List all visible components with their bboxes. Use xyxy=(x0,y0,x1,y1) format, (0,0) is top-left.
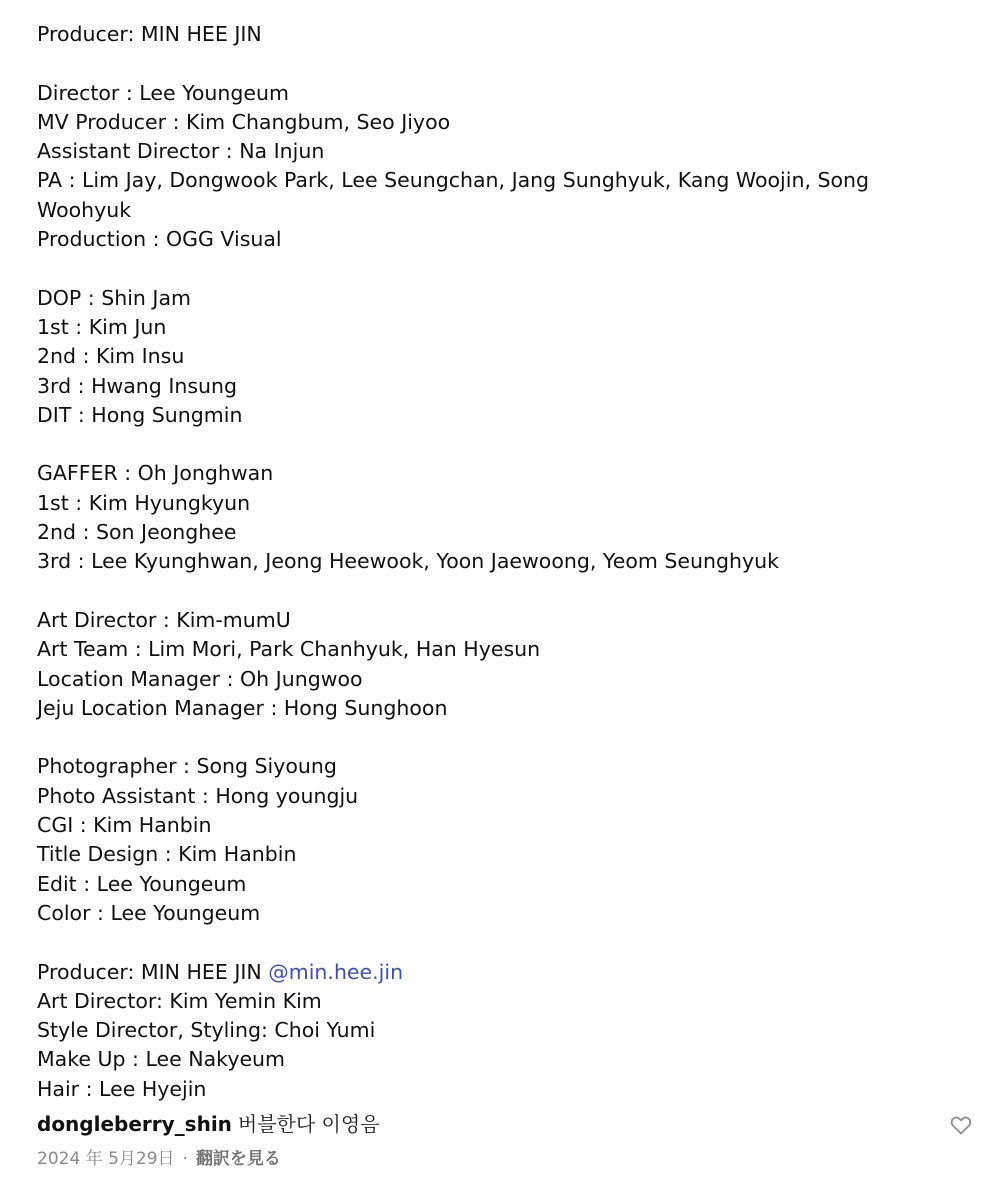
heart-icon[interactable] xyxy=(949,1113,973,1137)
caption-line: Jeju Location Manager : Hong Sunghoon xyxy=(37,695,448,720)
caption-lines-after xyxy=(37,987,937,1104)
caption-line: 3rd : Lee Kyunghwan, Jeong Heewook, Yoon Jaewoong, Yeom Seunghyuk xyxy=(37,549,779,574)
caption-line: Hair : Lee Hyejin xyxy=(37,1076,207,1101)
comment-username[interactable]: dongleberry_shin xyxy=(37,1112,232,1136)
caption-line: Art Director : Kim-mumU xyxy=(37,607,291,632)
caption-line-producer xyxy=(37,958,937,987)
caption-line: Style Director, Styling: Choi Yumi xyxy=(37,1018,376,1043)
caption-line: CGI : Kim Hanbin xyxy=(37,813,212,838)
caption-line xyxy=(37,254,937,283)
caption-line: Location Manager : Oh Jungwoo xyxy=(37,666,363,691)
caption-line: Art Director: Kim Yemin Kim xyxy=(37,988,322,1013)
comment-date: 2024 年 5月29日 xyxy=(37,1149,175,1169)
caption-line: Assistant Director : Na Injun xyxy=(37,139,325,164)
mention-link[interactable]: @min.hee.jin xyxy=(268,959,404,984)
caption-line: Production : OGG Visual xyxy=(37,227,282,252)
caption-line: PA : Lim Jay, Dongwook Park, Lee Seungchan, Jang Sunghyuk, Kang Woojin, Song Woohyuk xyxy=(37,168,876,222)
caption-line: Edit : Lee Youngeum xyxy=(37,871,247,896)
caption-line: Producer: MIN HEE JIN xyxy=(37,22,262,46)
caption-line: 2nd : Kim Insu xyxy=(37,344,185,369)
post-caption xyxy=(37,20,937,1104)
meta-separator: · xyxy=(182,1149,188,1169)
see-translation-button[interactable]: 翻訳を見る xyxy=(195,1149,281,1169)
caption-line: Make Up : Lee Nakyeum xyxy=(37,1047,286,1072)
caption-line xyxy=(37,577,937,606)
producer-text: Producer: MIN HEE JIN xyxy=(37,959,269,984)
caption-line: 2nd : Son Jeonghee xyxy=(37,520,237,545)
comment-text: 버블한다 이영음 xyxy=(237,1112,380,1136)
caption-line: 1st : Kim Hyungkyun xyxy=(37,490,251,515)
caption-line: 1st : Kim Jun xyxy=(37,314,167,339)
caption-line xyxy=(37,928,937,957)
caption-line: Color : Lee Youngeum xyxy=(37,900,261,925)
caption-line: DOP : Shin Jam xyxy=(37,285,192,310)
caption-line: Title Design : Kim Hanbin xyxy=(37,842,297,867)
caption-line xyxy=(37,49,937,78)
caption-line: Director : Lee Youngeum xyxy=(37,80,290,105)
caption-line: 3rd : Hwang Insung xyxy=(37,373,238,398)
caption-line: Art Team : Lim Mori, Park Chanhyuk, Han Hyesun xyxy=(37,637,541,662)
caption-line xyxy=(37,723,937,752)
comment-meta xyxy=(37,1145,281,1173)
caption-line: Photo Assistant : Hong youngju xyxy=(37,783,359,808)
caption-lines xyxy=(37,20,937,958)
comment-row xyxy=(37,1109,977,1139)
caption-line xyxy=(37,430,937,459)
caption-line: DIT : Hong Sungmin xyxy=(37,402,243,427)
caption-line: Photographer : Song Siyoung xyxy=(37,754,337,779)
caption-line: MV Producer : Kim Changbum, Seo Jiyoo xyxy=(37,109,451,134)
caption-line: GAFFER : Oh Jonghwan xyxy=(37,461,274,486)
